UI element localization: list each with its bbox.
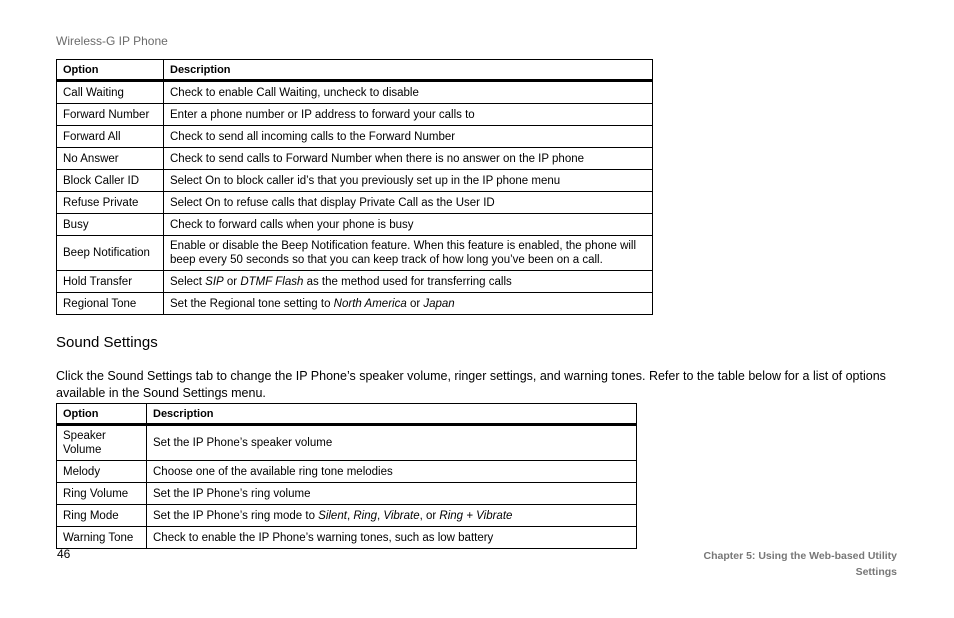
table-row: [57, 126, 653, 148]
description-cell: Set the IP Phone’s ring volume: [147, 483, 637, 505]
option-cell: Forward All: [57, 126, 164, 148]
description-emphasis: Silent: [318, 509, 347, 522]
running-header: Wireless-G IP Phone: [56, 34, 168, 48]
option-cell: Ring Mode: [57, 505, 147, 527]
call-options-table: [56, 59, 653, 315]
description-text: ,: [346, 509, 354, 522]
option-cell: Beep Notification: [57, 236, 164, 271]
table-row: [57, 170, 653, 192]
description-emphasis: SIP: [205, 275, 224, 288]
section-title: Sound Settings: [56, 334, 158, 351]
description-cell: Choose one of the available ring tone melodies: [147, 461, 637, 483]
description-cell: Check to enable Call Waiting, uncheck to disable: [164, 81, 653, 104]
table-row: [57, 104, 653, 126]
table-header-row: [57, 404, 637, 425]
option-cell: No Answer: [57, 148, 164, 170]
description-emphasis: Vibrate: [383, 509, 420, 522]
description-text: Set the Regional tone setting to: [170, 297, 334, 310]
table-row: [57, 214, 653, 236]
option-cell: Block Caller ID: [57, 170, 164, 192]
footer-chapter: Chapter 5: Using the Web-based Utility: [703, 550, 897, 562]
page-number: 46: [57, 547, 71, 561]
description-text: Set the IP Phone’s ring mode to: [153, 509, 319, 522]
description-emphasis: Japan: [423, 297, 455, 310]
column-header-description: Description: [164, 60, 653, 81]
option-cell: Warning Tone: [57, 527, 147, 549]
description-text: or: [406, 297, 424, 310]
column-header-description: Description: [147, 404, 637, 425]
description-text: Select: [170, 275, 206, 288]
option-cell: Call Waiting: [57, 81, 164, 104]
description-text: ,: [376, 509, 384, 522]
option-cell: Speaker Volume: [57, 425, 147, 461]
description-cell: [164, 293, 653, 315]
description-text: or: [223, 275, 241, 288]
option-cell: Refuse Private: [57, 192, 164, 214]
table-row: [57, 461, 637, 483]
description-cell: [164, 271, 653, 293]
option-cell: Ring Volume: [57, 483, 147, 505]
table-row: [57, 81, 653, 104]
description-cell: Select On to refuse calls that display Private Call as the User ID: [164, 192, 653, 214]
table-row: [57, 505, 637, 527]
description-cell: Enable or disable the Beep Notification feature. When this feature is enabled, the phone will beep every 50 seconds so that you can keep track of how long you’ve been on a call.: [164, 236, 653, 271]
description-cell: [147, 505, 637, 527]
table-row: [57, 293, 653, 315]
table-header-row: [57, 60, 653, 81]
description-cell: Select On to block caller id’s that you previously set up in the IP phone menu: [164, 170, 653, 192]
option-cell: Forward Number: [57, 104, 164, 126]
footer-subsection: Settings: [855, 566, 897, 578]
column-header-option: Option: [57, 60, 164, 81]
table-row: [57, 425, 637, 461]
description-text: , or: [419, 509, 440, 522]
option-cell: Melody: [57, 461, 147, 483]
table-row: [57, 148, 653, 170]
table-row: [57, 271, 653, 293]
description-emphasis: North America: [333, 297, 407, 310]
description-cell: Enter a phone number or IP address to forward your calls to: [164, 104, 653, 126]
option-cell: Hold Transfer: [57, 271, 164, 293]
description-cell: Check to send all incoming calls to the Forward Number: [164, 126, 653, 148]
column-header-option: Option: [57, 404, 147, 425]
description-text: as the method used for transferring calls: [303, 275, 512, 288]
description-cell: Set the IP Phone’s speaker volume: [147, 425, 637, 461]
section-paragraph: Click the Sound Settings tab to change the IP Phone’s speaker volume, ringer settings, and warning tones. Refer to the table below for a list of options available in the Sound Settings menu.: [56, 369, 886, 400]
description-cell: Check to forward calls when your phone is busy: [164, 214, 653, 236]
option-cell: Busy: [57, 214, 164, 236]
table-row: [57, 236, 653, 271]
description-emphasis: Ring: [353, 509, 377, 522]
table-row: [57, 483, 637, 505]
running-footer: [704, 548, 898, 580]
description-emphasis: DTMF Flash: [240, 275, 304, 288]
description-cell: Check to enable the IP Phone’s warning tones, such as low battery: [147, 527, 637, 549]
sound-settings-table: [56, 403, 637, 549]
description-emphasis: Ring + Vibrate: [439, 509, 513, 522]
option-cell: Regional Tone: [57, 293, 164, 315]
description-cell: Check to send calls to Forward Number when there is no answer on the IP phone: [164, 148, 653, 170]
table-row: [57, 192, 653, 214]
table-row: [57, 527, 637, 549]
